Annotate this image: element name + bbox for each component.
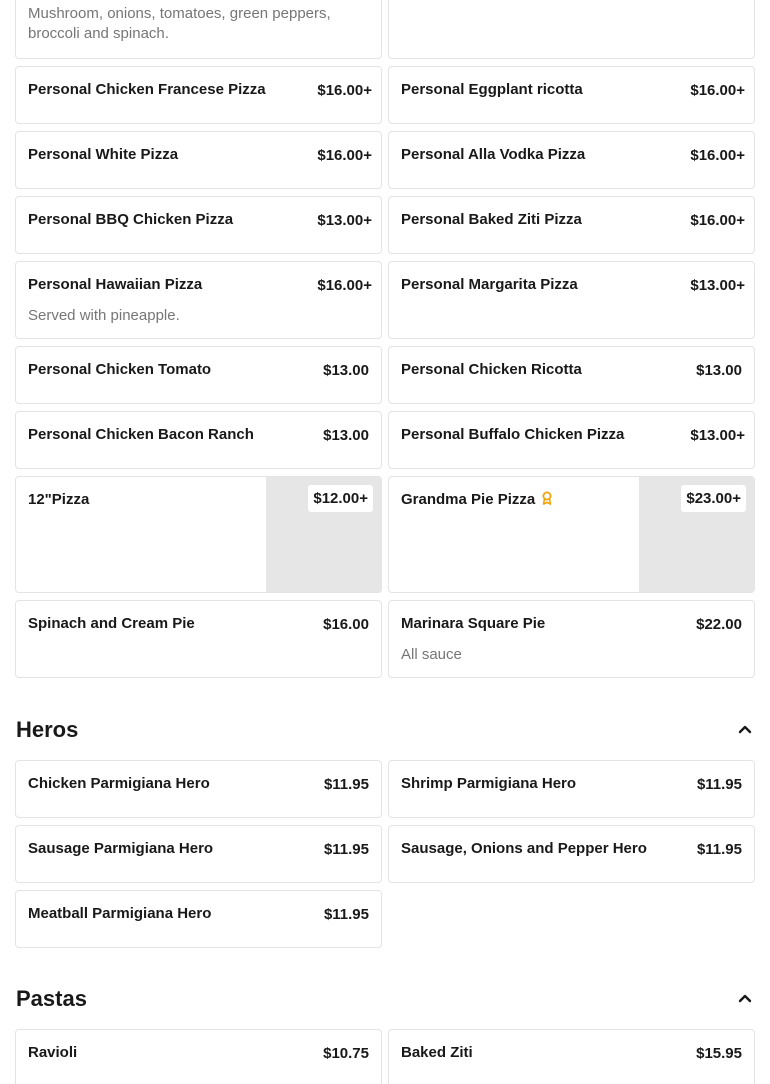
menu-item-name: 12"Pizza: [28, 491, 90, 508]
menu-item-white[interactable]: [15, 131, 382, 189]
menu-item-baked-ziti[interactable]: [388, 1029, 755, 1084]
chevron-up-icon[interactable]: [738, 724, 752, 734]
menu-item-name: Personal Baked Ziti Pizza: [401, 211, 582, 228]
menu-item-name: Sausage Parmigiana Hero: [28, 840, 214, 857]
menu-item-price: $13.00+: [690, 427, 745, 444]
menu-item-chicken-francese[interactable]: [15, 66, 382, 124]
menu-item-price: $16.00+: [690, 82, 745, 99]
menu-item-price: $10.75: [323, 1045, 369, 1062]
menu-item-alla-vodka[interactable]: [388, 131, 755, 189]
menu-item-chicken-tomato[interactable]: [15, 346, 382, 404]
menu-item-price: $16.00+: [317, 147, 372, 164]
chevron-up-icon[interactable]: [738, 993, 752, 1003]
menu-item-name: Personal Chicken Bacon Ranch: [28, 426, 254, 443]
menu-item-price-badge: $12.00+: [308, 485, 373, 512]
menu-item-price: $16.00: [323, 616, 369, 633]
menu-item-name: Personal Chicken Tomato: [28, 361, 212, 378]
menu-item-name: Marinara Square Pie: [401, 615, 546, 632]
menu-item-name: Personal Hawaiian Pizza: [28, 276, 203, 293]
menu-item-price: $13.00: [323, 427, 369, 444]
menu-item-hawaiian[interactable]: [15, 261, 382, 339]
menu-item-name: Grandma Pie Pizza: [401, 491, 536, 508]
menu-item-name: Personal Eggplant ricotta: [401, 81, 583, 98]
menu-item-ravioli[interactable]: [15, 1029, 382, 1084]
section-title-heros: Heros: [16, 717, 79, 742]
menu-item-price: $15.95: [696, 1045, 742, 1062]
menu-item-buffalo-chicken[interactable]: [388, 411, 755, 469]
menu-item-name: Chicken Parmigiana Hero: [28, 775, 210, 792]
menu-item-price: $11.95: [323, 776, 369, 793]
menu-item-price: $11.95: [696, 776, 742, 793]
menu-item-name: Shrimp Parmigiana Hero: [401, 775, 577, 792]
menu-item-baked-ziti-pizza[interactable]: [388, 196, 755, 254]
menu-item-name: Personal Margarita Pizza: [401, 276, 578, 293]
menu-item-price: $11.95: [696, 841, 742, 858]
menu-item-price: $13.00: [696, 362, 742, 379]
menu-item-price: $11.95: [323, 841, 369, 858]
menu-item-image-placeholder: [639, 477, 754, 592]
menu-item-name: Personal Alla Vodka Pizza: [401, 146, 586, 163]
menu-item-description: All sauce: [401, 646, 462, 663]
menu-item-name: Personal Chicken Ricotta: [401, 361, 582, 378]
menu-item-card[interactable]: [15, 0, 382, 59]
award-ribbon-icon: [541, 491, 553, 505]
menu-item-price: $16.00+: [690, 212, 745, 229]
menu-item-price: $13.00+: [317, 212, 372, 229]
menu-item-price-badge: $23.00+: [681, 485, 746, 512]
menu-item-eggplant-ricotta[interactable]: [388, 66, 755, 124]
menu-item-name: Meatball Parmigiana Hero: [28, 905, 212, 922]
menu-item-chicken-parm-hero[interactable]: [15, 760, 382, 818]
menu-item-name-wrap: [401, 491, 553, 508]
menu-item-description: Served with pineapple.: [28, 307, 180, 324]
menu-item-price: $11.95: [323, 906, 369, 923]
menu-item-bbq-chicken[interactable]: [15, 196, 382, 254]
menu-item-image-placeholder: [266, 477, 381, 592]
menu-item-spinach-cream[interactable]: [15, 600, 382, 678]
menu-item-margarita[interactable]: [388, 261, 755, 339]
section-title-pastas: Pastas: [16, 986, 87, 1011]
menu-item-chicken-ricotta[interactable]: [388, 346, 755, 404]
menu-item-grandma-pie[interactable]: [388, 476, 755, 593]
menu-item-marinara-square[interactable]: [388, 600, 755, 678]
menu-item-name: Personal Chicken Francese Pizza: [28, 81, 266, 98]
menu-item-name: Baked Ziti: [401, 1044, 473, 1061]
menu-item-12-pizza[interactable]: [15, 476, 382, 593]
menu-item-price: $16.00+: [690, 147, 745, 164]
menu-item-price: $22.00: [696, 616, 742, 633]
menu-item-price: $13.00+: [690, 277, 745, 294]
menu-item-description: Mushroom, onions, tomatoes, green peppers, broccoli and spinach.: [28, 5, 331, 42]
menu-item-card[interactable]: [388, 0, 755, 59]
menu-item-name: Personal BBQ Chicken Pizza: [28, 211, 234, 228]
menu-item-name: Personal Buffalo Chicken Pizza: [401, 426, 625, 443]
menu-item-sausage-parm-hero[interactable]: [15, 825, 382, 883]
menu-item-sausage-onions-pepper-hero[interactable]: [388, 825, 755, 883]
menu-item-chicken-bacon-ranch[interactable]: [15, 411, 382, 469]
menu-item-name: Personal White Pizza: [28, 146, 179, 163]
menu-item-price: $16.00+: [317, 277, 372, 294]
menu-item-shrimp-parm-hero[interactable]: [388, 760, 755, 818]
menu-item-meatball-parm-hero[interactable]: [15, 890, 382, 948]
menu-item-name: Spinach and Cream Pie: [28, 615, 195, 632]
menu-item-price: $16.00+: [317, 82, 372, 99]
menu-item-name: Ravioli: [28, 1044, 78, 1061]
menu-item-price: $13.00: [323, 362, 369, 379]
menu-item-name: Sausage, Onions and Pepper Hero: [401, 840, 647, 857]
